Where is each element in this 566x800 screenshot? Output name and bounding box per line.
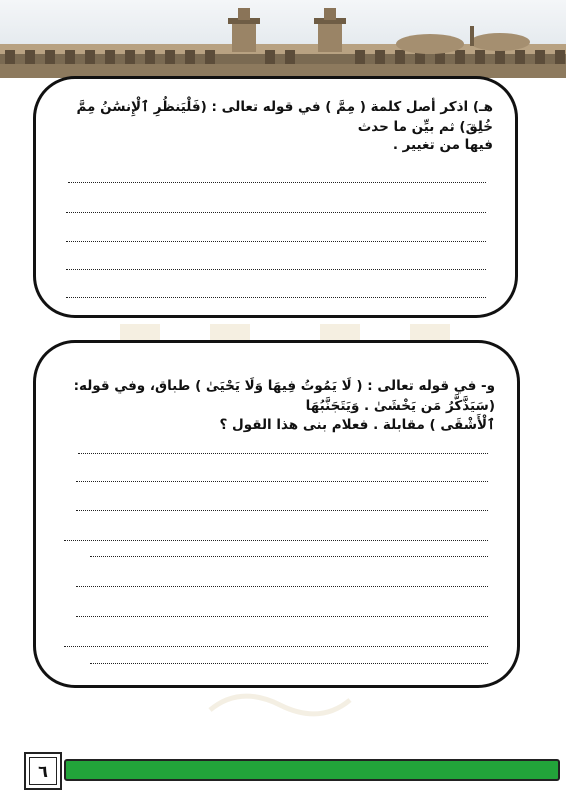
answer-line[interactable] (76, 586, 488, 587)
question-h-line2: فيها من تغيير . (392, 137, 493, 153)
question-w-box (33, 340, 520, 688)
page-number-box (24, 752, 62, 790)
answer-line[interactable] (66, 241, 486, 242)
answer-line[interactable] (68, 182, 486, 183)
answer-line[interactable] (64, 646, 488, 647)
answer-line[interactable] (66, 212, 486, 213)
footer-green-bar (64, 759, 560, 781)
answer-line[interactable] (90, 556, 488, 557)
answer-line[interactable] (66, 269, 486, 270)
answer-line[interactable] (76, 616, 488, 617)
question-w-line1: و- في قوله تعالى : ( لَا يَمُوتُ فِيهَا وَلَا يَحْيَىٰ ) طباق، وفي قوله: (سَيَذَّكَّرُ مَن يَخْشَىٰ . وَيَتَجَنَّبُهَا (73, 378, 495, 414)
answer-line[interactable] (66, 297, 486, 298)
question-w-line2: ٱلْأَشْقَى ) مقابلة . فعلام بنى هذا القول ؟ (219, 417, 495, 433)
answer-line[interactable] (78, 453, 488, 454)
answer-line[interactable] (76, 510, 488, 511)
answer-line[interactable] (90, 663, 488, 664)
header-banner-image (0, 0, 566, 78)
question-h-line1: هـ) اذكر أصل كلمة ( مِمَّ ) في قوله تعالى : (فَلْيَنظُرِ ٱلْإِنسَٰنُ مِمَّ خُلِقَ) ثم بيِّن ما حدث (76, 99, 493, 135)
answer-line[interactable] (64, 540, 488, 541)
answer-line[interactable] (76, 481, 488, 482)
mosque-photo-illustration (0, 0, 566, 78)
question-h-box (33, 76, 518, 318)
page-number: ٦ (29, 757, 57, 785)
